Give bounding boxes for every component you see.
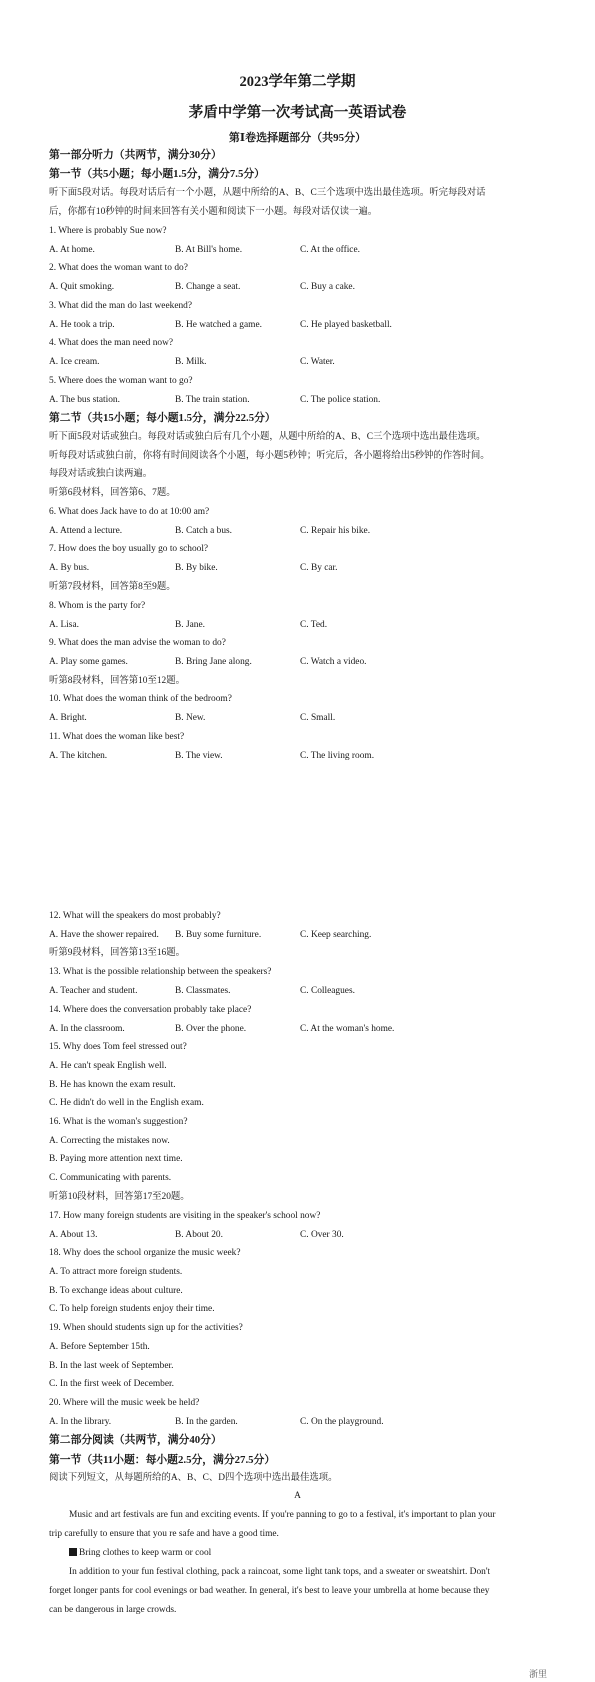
option-a: A. He took a trip.: [49, 320, 115, 330]
question-stem: 6. What does Jack have to do at 10:00 am?: [49, 507, 210, 517]
option-c: C. Buy a cake.: [300, 282, 355, 292]
option-c: C. Watch a video.: [300, 657, 367, 667]
passage-label: A: [294, 1491, 301, 1501]
passage-paragraph: Music and art festivals are fun and exciting events. If you're panning to go to a festival, it's important to plan your: [69, 1510, 496, 1520]
option-c: C. Repair his bike.: [300, 526, 371, 536]
option-b: B. The view.: [175, 751, 223, 761]
material-note: 听第10段材料，回答第17至20题。: [49, 1192, 190, 1202]
option-b: B. The train station.: [175, 395, 250, 405]
option-b: B. In the garden.: [175, 1417, 238, 1427]
part2-section1-heading: 第一节（共11小题：每小题2.5分，满分27.5分）: [49, 1454, 276, 1466]
option-c: C. Communicating with parents.: [49, 1173, 172, 1183]
part1-heading: 第一部分听力（共两节，满分30分）: [49, 149, 222, 161]
option-b: B. At Bill's home.: [175, 245, 243, 255]
exam-title: 茅盾中学第一次考试高一英语试卷: [188, 105, 407, 121]
question-stem: 14. Where does the conversation probably take place?: [49, 1005, 252, 1015]
option-b: B. Bring Jane along.: [175, 657, 252, 667]
material-note: 听第8段材料，回答第10至12题。: [49, 676, 185, 686]
option-b: B. Classmates.: [175, 986, 231, 996]
option-b: B. New.: [175, 713, 206, 723]
passage-paragraph: forget longer pants for cool evenings or bad weather. In general, it's best to leave your umbrella at home because they: [49, 1586, 490, 1596]
option-b: B. He watched a game.: [175, 320, 262, 330]
option-a: A. The bus station.: [49, 395, 120, 405]
square-bullet-icon: [69, 1548, 77, 1556]
part1-section1-heading: 第一节（共5小题；每小题1.5分，满分7.5分）: [49, 168, 265, 180]
option-c: C. Water.: [300, 357, 335, 367]
option-b: B. To exchange ideas about culture.: [49, 1286, 183, 1296]
material-note: 听第6段材料，回答第6、7题。: [49, 488, 176, 498]
question-stem: 20. Where will the music week be held?: [49, 1398, 200, 1408]
option-c: C. In the first week of December.: [49, 1379, 174, 1389]
option-c: C. Colleagues.: [300, 986, 355, 996]
option-a: A. Bright.: [49, 713, 87, 723]
question-stem: 17. How many foreign students are visiting in the speaker's school now?: [49, 1211, 321, 1221]
option-a: A. By bus.: [49, 563, 90, 573]
option-b: B. About 20.: [175, 1230, 223, 1240]
option-c: C. Over 30.: [300, 1230, 344, 1240]
question-stem: 3. What did the man do last weekend?: [49, 301, 193, 311]
option-c: C. He didn't do well in the English exam.: [49, 1098, 204, 1108]
question-stem: 2. What does the woman want to do?: [49, 263, 188, 273]
question-stem: 9. What does the man advise the woman to do?: [49, 638, 226, 648]
part2-instructions: 阅读下列短文，从每题所给的A、B、C、D四个选项中选出最佳选项。: [49, 1473, 338, 1483]
option-b: B. Over the phone.: [175, 1024, 247, 1034]
bullet-text: Bring clothes to keep warm or cool: [79, 1548, 212, 1558]
question-stem: 18. Why does the school organize the music week?: [49, 1248, 241, 1258]
option-c: C. At the office.: [300, 245, 360, 255]
option-a: A. In the classroom.: [49, 1024, 125, 1034]
option-c: C. He played basketball.: [300, 320, 392, 330]
part1-section2-instructions: 听下面5段对话或独白。每段对话或独白后有几个小题，从题中所给的A、B、C三个选项中选出最佳选项。: [49, 432, 486, 442]
passage-paragraph: In addition to your fun festival clothing, pack a raincoat, some light tank tops, and a sweater or sweatshirt. Don't: [69, 1567, 491, 1577]
question-stem: 8. Whom is the party for?: [49, 601, 146, 611]
question-stem: 5. Where does the woman want to go?: [49, 376, 193, 386]
material-note: 听第9段材料，回答第13至16题。: [49, 948, 185, 958]
option-a: A. Have the shower repaired.: [49, 930, 159, 940]
part1-section2-heading: 第二节（共15小题；每小题1.5分，满分22.5分）: [49, 412, 276, 424]
question-stem: 19. When should students sign up for the activities?: [49, 1323, 243, 1333]
option-a: A. Teacher and student.: [49, 986, 138, 996]
option-b: B. Buy some furniture.: [175, 930, 262, 940]
option-a: A. Play some games.: [49, 657, 128, 667]
option-a: A. In the library.: [49, 1417, 112, 1427]
option-c: C. The living room.: [300, 751, 375, 761]
option-a: A. Before September 15th.: [49, 1342, 150, 1352]
part2-heading: 第二部分阅读（共两节，满分40分）: [49, 1434, 222, 1446]
question-stem: 4. What does the man need now?: [49, 338, 174, 348]
option-a: A. At home.: [49, 245, 95, 255]
option-a: A. Attend a lecture.: [49, 526, 123, 536]
part1-section2-instructions: 听每段对话或独白前，你将有时间阅读各个小题，每小题5秒钟；听完后，各小题将给出5秒钟的作答时间。: [49, 451, 490, 461]
question-stem: 7. How does the boy usually go to school?: [49, 544, 209, 554]
option-c: C. At the woman's home.: [300, 1024, 395, 1034]
option-c: C. The police station.: [300, 395, 381, 405]
option-c: C. Ted.: [300, 620, 328, 630]
part1-section2-instructions: 每段对话或独白读两遍。: [49, 469, 153, 479]
option-c: C. Small.: [300, 713, 336, 723]
option-a: A. The kitchen.: [49, 751, 108, 761]
option-b: B. Milk.: [175, 357, 207, 367]
volume-title: 第Ⅰ卷选择题部分（共95分）: [228, 132, 367, 144]
question-stem: 15. Why does Tom feel stressed out?: [49, 1042, 187, 1052]
question-stem: 16. What is the woman's suggestion?: [49, 1117, 188, 1127]
option-a: A. To attract more foreign students.: [49, 1267, 183, 1277]
option-c: C. Keep searching.: [300, 930, 372, 940]
option-a: A. Quit smoking.: [49, 282, 115, 292]
option-c: C. By car.: [300, 563, 338, 573]
bullet-heading: [69, 1547, 211, 1559]
question-stem: 1. Where is probably Sue now?: [49, 226, 167, 236]
passage-paragraph: trip carefully to ensure that you re safe and have a good time.: [49, 1529, 279, 1539]
option-a: A. Correcting the mistakes now.: [49, 1136, 170, 1146]
option-a: A. Lisa.: [49, 620, 79, 630]
option-c: C. To help foreign students enjoy their time.: [49, 1304, 215, 1314]
question-stem: 12. What will the speakers do most probably?: [49, 911, 221, 921]
part1-section1-instructions: 听下面5段对话。每段对话后有一个小题，从题中所给的A、B、C三个选项中选出最佳选项。听完每段对话: [49, 188, 486, 198]
option-a: A. About 13.: [49, 1230, 98, 1240]
passage-paragraph: can be dangerous in large crowds.: [49, 1605, 177, 1615]
question-stem: 11. What does the woman like best?: [49, 732, 185, 742]
option-a: A. Ice cream.: [49, 357, 100, 367]
material-note: 听第7段材料，回答第8至9题。: [49, 582, 176, 592]
option-b: B. Paying more attention next time.: [49, 1154, 183, 1164]
option-b: B. He has known the exam result.: [49, 1080, 176, 1090]
question-stem: 13. What is the possible relationship between the speakers?: [49, 967, 272, 977]
option-b: B. Catch a bus.: [175, 526, 233, 536]
footer-watermark: 浙里: [529, 1669, 548, 1679]
part1-section1-instructions: 后，你都有10秒钟的时间来回答有关小题和阅读下一小题。每段对话仅读一遍。: [49, 207, 378, 217]
option-c: C. On the playground.: [300, 1417, 384, 1427]
option-b: B. Change a seat.: [175, 282, 241, 292]
option-a: A. He can't speak English well.: [49, 1061, 167, 1071]
option-b: B. In the last week of September.: [49, 1361, 174, 1371]
option-b: B. By bike.: [175, 563, 218, 573]
option-b: B. Jane.: [175, 620, 205, 630]
term-title: 2023学年第二学期: [239, 74, 356, 90]
question-stem: 10. What does the woman think of the bedroom?: [49, 694, 232, 704]
